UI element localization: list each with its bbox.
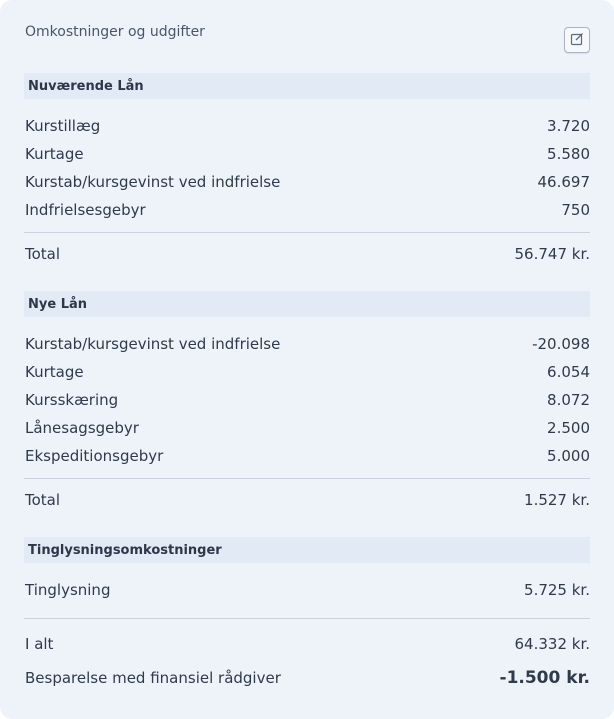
total-label: Total <box>25 245 61 263</box>
table-row <box>25 198 590 222</box>
savings-value: -1.500 kr. <box>499 668 590 688</box>
total-value: 56.747 kr. <box>514 245 590 263</box>
row-label: Tinglysning <box>25 581 111 599</box>
row-value: 6.054 <box>547 363 590 381</box>
table-row <box>25 388 590 412</box>
savings-label: Besparelse med finansiel rådgiver <box>25 669 281 687</box>
table-row <box>25 444 590 468</box>
total-row-current-loan <box>25 242 590 266</box>
row-value: 5.725 kr. <box>524 581 590 599</box>
table-row <box>25 578 590 602</box>
table-row <box>25 170 590 194</box>
section-header-new-loan: Nye Lån <box>24 291 590 317</box>
row-value: 3.720 <box>547 117 590 135</box>
section-header-current-loan: Nuværende Lån <box>24 73 590 99</box>
row-label: Ekspeditionsgebyr <box>25 447 164 465</box>
row-label: Kurtage <box>25 363 84 381</box>
row-value: 2.500 <box>547 419 590 437</box>
divider <box>24 478 590 479</box>
row-label: Kurtage <box>25 145 84 163</box>
divider <box>24 232 590 233</box>
divider <box>24 618 590 619</box>
row-value: 5.580 <box>547 145 590 163</box>
row-value: 8.072 <box>547 391 590 409</box>
row-label: Kurstab/kursgevinst ved indfrielse <box>25 173 281 191</box>
row-label: Kursskæring <box>25 391 119 409</box>
total-value: 1.527 kr. <box>524 491 590 509</box>
row-value: -20.098 <box>532 335 590 353</box>
table-row <box>25 332 590 356</box>
row-value: 46.697 <box>537 173 590 191</box>
edit-button[interactable] <box>564 27 590 53</box>
grand-total-row <box>25 632 590 656</box>
row-label: Lånesagsgebyr <box>25 419 139 437</box>
row-value: 5.000 <box>547 447 590 465</box>
row-label: Kurstillæg <box>25 117 101 135</box>
table-row <box>25 360 590 384</box>
grand-total-label: I alt <box>25 635 54 653</box>
row-label: Kurstab/kursgevinst ved indfrielse <box>25 335 281 353</box>
edit-icon <box>570 31 584 50</box>
table-row <box>25 142 590 166</box>
table-row <box>25 416 590 440</box>
table-row <box>25 114 590 138</box>
row-label: Indfrielsesgebyr <box>25 201 146 219</box>
card-title: Omkostninger og udgifter <box>25 24 205 40</box>
section-header-registration: Tinglysningsomkostninger <box>24 537 590 563</box>
row-value: 750 <box>561 201 590 219</box>
savings-row <box>25 666 590 690</box>
grand-total-value: 64.332 kr. <box>514 635 590 653</box>
total-label: Total <box>25 491 61 509</box>
total-row-new-loan <box>25 488 590 512</box>
